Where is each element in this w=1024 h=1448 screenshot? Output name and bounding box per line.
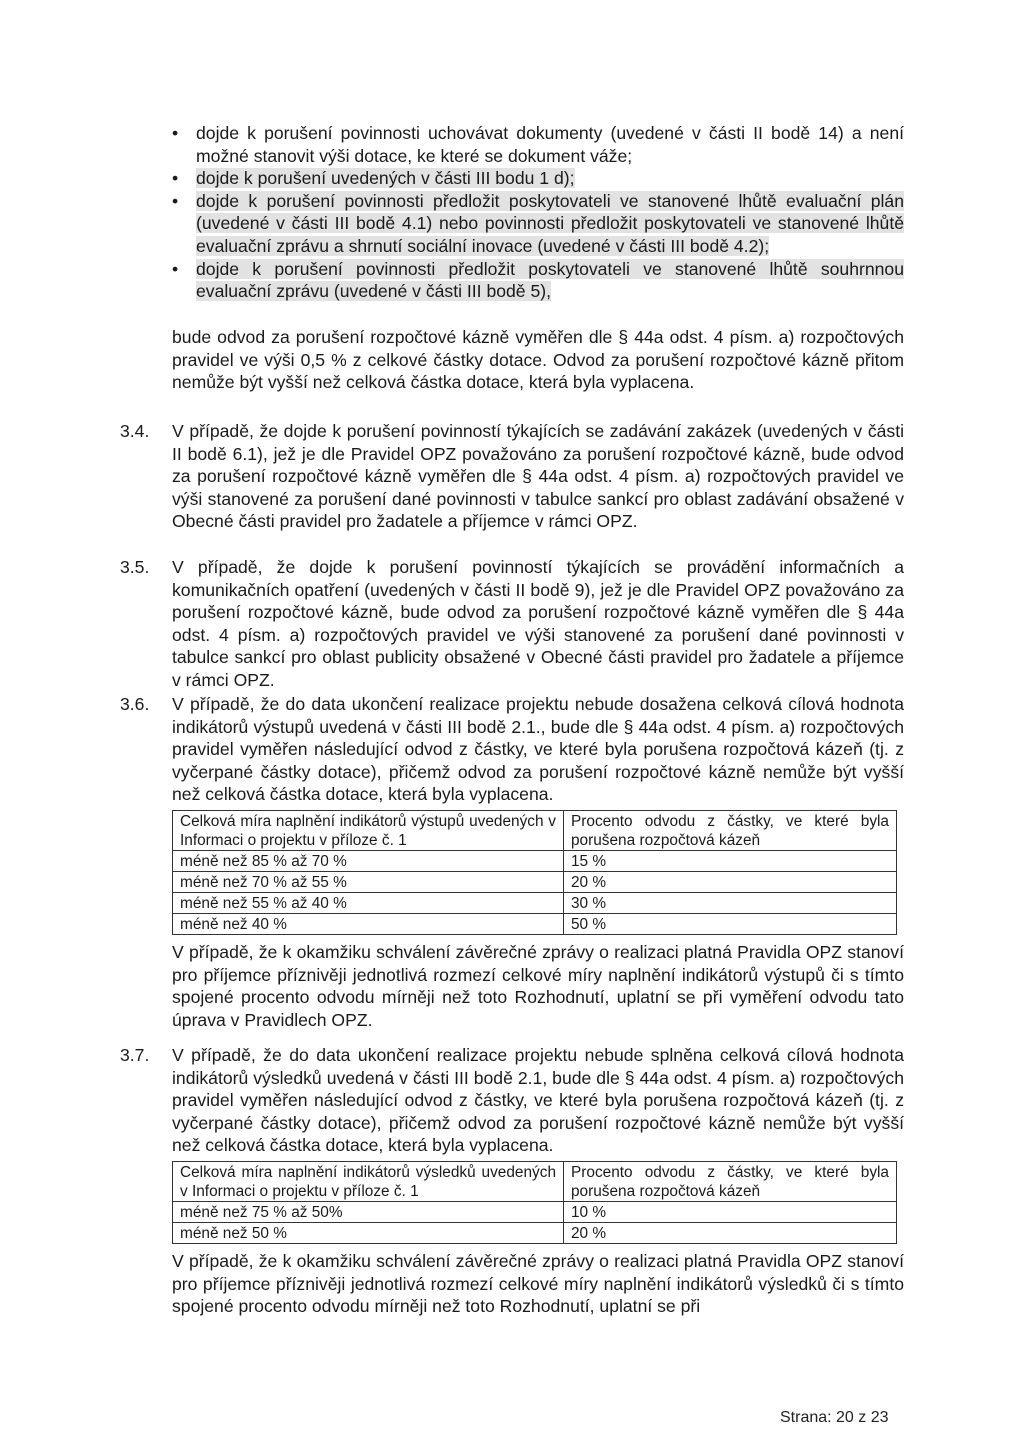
table-row [173,913,897,934]
bullet-item [172,190,904,258]
page-number: Strana: 20 z 23 [780,1409,889,1426]
bullet-dot-icon: • [172,123,179,143]
table-cell: méně než 70 % až 55 % [173,871,564,892]
table-cell: 30 % [564,892,897,913]
section-number: 3.4. [120,421,150,441]
bullet-text: dojde k porušení uvedených v části III bodu 1 d); [196,168,575,189]
indicator-table-vysledky [172,1161,897,1244]
table-cell: 10 % [564,1201,897,1222]
section-number: 3.5. [120,557,150,577]
table-cell: méně než 50 % [173,1222,564,1243]
bullet-dot-icon: • [172,258,179,279]
section-text: V případě, že dojde k porušení povinností týkajících se provádění informačních a komunikačních opatření (uvedených v části II bodě 9), jež je dle Pravidel OPZ považováno za porušení rozpočtové kázně, bude odvod za porušení rozpočtové kázně vyměřen dle § 44a odst. 4 písm. a) rozpočtových pravidel ve výši stanovené za porušení dané povinnosti v tabulce sankcí pro oblast publicity obsažené v Obecné části pravidel pro žadatele a příjemce v rámci OPZ. [172,557,904,690]
section-text: V případě, že do data ukončení realizace projektu nebude splněna celková cílová hodnota indikátorů výsledků uvedená v části III bodě 2.1, bude dle § 44a odst. 4 písm. a) rozpočtových pravidel vyměřen následující odvod z částky, ve které byla porušena rozpočtová kázeň (tj. z vyčerpané částky dotace), přičemž odvod za porušení rozpočtové kázně nemůže být vyšší než celková částka dotace, která byla vyplacena. [172,1045,904,1156]
table-cell: 50 % [564,913,897,934]
indicator-table-vystupy [172,810,897,935]
paragraph-odvod: bude odvod za porušení rozpočtové kázně vyměřen dle § 44a odst. 4 písm. a) rozpočtových pravidel ve výši 0,5 % z celkové částky dotace. Odvod za porušení rozpočtové kázně přitom nemůže být vyšší než celková částka dotace, která byla vyplacena. [172,327,904,393]
section-after-text: V případě, že k okamžiku schválení závěrečné zprávy o realizaci platná Pravidla OPZ stanoví pro příjemce příznivěji jednotlivá rozmezí celkové míry naplnění indikátorů výstupů či s tímto spojené procento odvodu mírněji než toto Rozhodnutí, uplatní se při vyměření odvodu tato úprava v Pravidlech OPZ. [172,941,904,1030]
bullet-text: dojde k porušení povinnosti předložit poskytovateli ve stanovené lhůtě evaluační plán (uvedené v části III bodě 4.1) nebo povinnosti předložit poskytovateli ve stanovené lhůtě evaluační zprávu a shrnutí sociální inovace (uvedené v části III bodě 4.2); [196,190,904,256]
table-header-cell: Celková míra naplnění indikátorů výsledků uvedených v Informaci o projektu v příloze č. 1 [173,1161,564,1201]
table-header-cell: Procento odvodu z částky, ve které byla porušena rozpočtová kázeň [564,810,897,850]
bullet-list [172,122,904,303]
bullet-item [172,167,904,190]
table-row [173,1222,897,1243]
table-row [173,871,897,892]
section-3-6 [120,693,904,1031]
table-row [173,892,897,913]
bullet-text: dojde k porušení povinnosti předložit poskytovateli ve stanovené lhůtě souhrnnou evaluační zprávu (uvedené v části III bodě 5), [196,258,904,302]
bullet-dot-icon: • [172,168,179,189]
table-cell: 20 % [564,1222,897,1243]
section-3-4 [120,420,904,533]
table-row [173,1201,897,1222]
table-row [173,850,897,871]
table-cell: méně než 55 % až 40 % [173,892,564,913]
bullet-item [172,258,904,303]
section-after-text: V případě, že k okamžiku schválení závěrečné zprávy o realizaci platná Pravidla OPZ stanoví pro příjemce příznivěji jednotlivá rozmezí celkové míry naplnění indikátorů výsledků či s tímto spojené procento odvodu mírněji než toto Rozhodnutí, uplatní se při [172,1250,904,1317]
table-header-cell: Procento odvodu z částky, ve které byla porušena rozpočtová kázeň [564,1161,897,1201]
table-header-row [173,810,897,850]
table-cell: 15 % [564,850,897,871]
table-header-cell: Celková míra naplnění indikátorů výstupů uvedených v Informaci o projektu v příloze č. 1 [173,810,564,850]
section-number: 3.7. [120,1045,150,1065]
bullet-dot-icon: • [172,190,179,211]
bullet-item [172,122,904,167]
table-cell: méně než 40 % [173,913,564,934]
section-3-5 [120,556,904,692]
table-cell: méně než 75 % až 50% [173,1201,564,1222]
section-number: 3.6. [120,694,150,714]
bullet-text: dojde k porušení povinnosti uchovávat dokumenty (uvedené v části II bodě 14) a není možné stanovit výši dotace, ke které se dokument váže; [196,123,904,166]
table-cell: 20 % [564,871,897,892]
section-text: V případě, že do data ukončení realizace projektu nebude dosažena celková cílová hodnota indikátorů výstupů uvedená v části III bodě 2.1., bude dle § 44a odst. 4 písm. a) rozpočtových pravidel vyměřen následující odvod z částky, ve které byla porušena rozpočtová kázeň (tj. z vyčerpané částky dotace), přičemž odvod za porušení rozpočtové kázně nemůže být vyšší než celková částka dotace, která byla vyplacena. [172,694,904,805]
table-cell: méně než 85 % až 70 % [173,850,564,871]
section-text: V případě, že dojde k porušení povinností týkajících se zadávání zakázek (uvedených v části II bodě 6.1), jež je dle Pravidel OPZ považováno za porušení rozpočtové kázně, bude odvod za porušení rozpočtové kázně vyměřen dle § 44a odst. 4 písm. a) rozpočtových pravidel ve výši stanovené za porušení dané povinnosti v tabulce sankcí pro oblast zadávání obsažené v Obecné části pravidel pro žadatele a příjemce v rámci OPZ. [172,421,904,532]
table-header-row [173,1161,897,1201]
section-3-7 [120,1044,904,1318]
